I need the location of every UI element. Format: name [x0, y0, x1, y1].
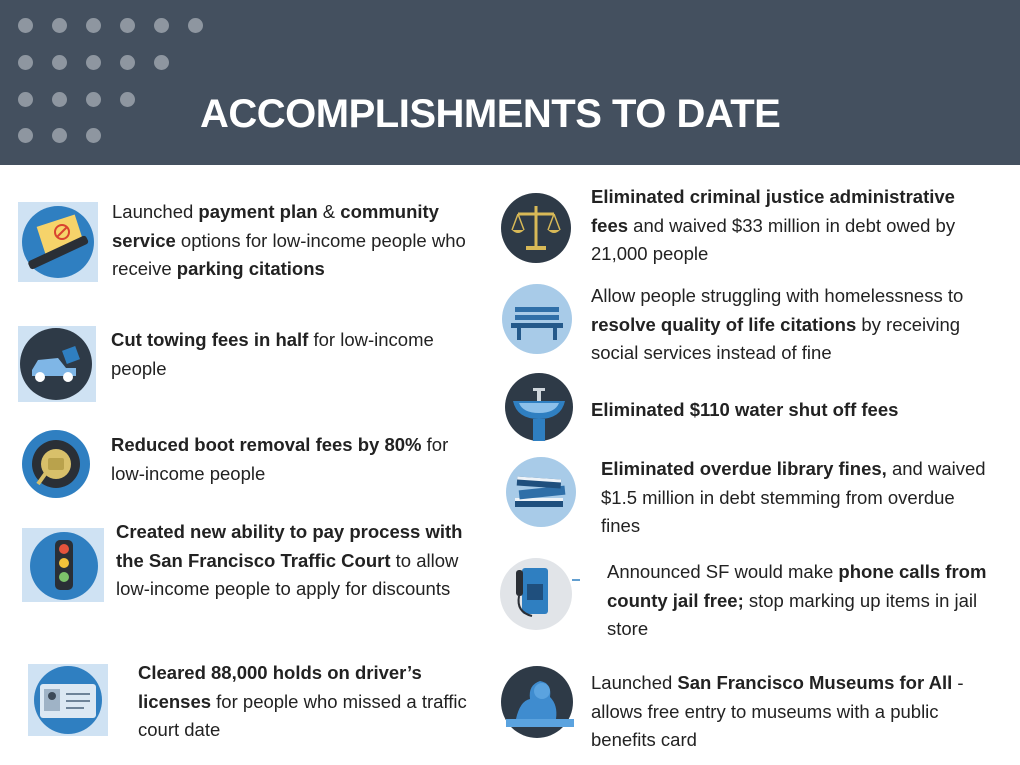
library-books-icon	[505, 456, 577, 528]
item-text	[112, 198, 477, 284]
item-text	[111, 431, 481, 488]
item-text	[591, 183, 996, 269]
pay-phone-icon	[496, 556, 580, 636]
text-part: to allow low-income people to apply for discounts	[116, 549, 459, 599]
text-part: Launched	[591, 672, 678, 693]
text-bold-part: resolve quality of life citations	[591, 313, 857, 335]
decorative-dot-grid	[0, 0, 220, 165]
text-bold-part: parking citations	[176, 258, 325, 279]
item-text	[591, 669, 1001, 755]
text-bold-part: Created new ability to pay process with the San Francisco Traffic Court	[116, 521, 463, 571]
text-bold-part: Eliminated $110 water shut off fees	[591, 399, 899, 420]
water-sink-icon	[503, 373, 575, 443]
wheel-boot-icon	[18, 428, 96, 498]
item-text	[138, 659, 468, 745]
museum-lion-statue-icon	[500, 665, 580, 741]
text-bold-part: San Francisco Museums for All	[677, 672, 953, 693]
text-bold-part: phone calls from county jail free;	[607, 561, 987, 611]
item-text	[116, 518, 486, 604]
text-part: stop marking up items in jail store	[607, 589, 978, 639]
item-text	[111, 326, 471, 383]
text-part: and waived $1.5 million in debt stemming from overdue fines	[601, 458, 986, 536]
item-text	[591, 282, 996, 368]
park-bench-icon	[501, 283, 573, 355]
traffic-light-icon	[22, 528, 104, 602]
scales-of-justice-icon	[500, 192, 572, 264]
text-part: options for low-income people who receive	[112, 229, 466, 279]
item-text	[601, 455, 996, 541]
text-bold-part: Cut towing fees in half	[111, 329, 309, 350]
header-banner	[0, 0, 1020, 165]
parking-ticket-icon	[18, 202, 98, 282]
drivers-license-icon	[28, 664, 108, 736]
text-part: and waived $33 million in debt owed by 21,000 people	[591, 214, 956, 264]
text-part: &	[317, 201, 341, 222]
text-bold-part: Eliminated overdue library fines,	[601, 458, 887, 479]
tow-truck-icon	[18, 326, 96, 402]
page-title: ACCOMPLISHMENTS TO DATE	[200, 92, 781, 136]
text-part: Allow people struggling with homelessness to	[591, 285, 964, 306]
item-text	[607, 558, 987, 644]
item-text	[591, 396, 996, 425]
text-bold-part: payment plan	[198, 201, 318, 222]
text-bold-part: Cleared 88,000 holds on driver’s licenses	[138, 662, 422, 712]
text-part: for low-income people	[111, 329, 434, 379]
text-bold-part: community service	[112, 201, 439, 251]
text-part: by receiving social services instead of fine	[591, 313, 961, 363]
text-bold-part: Eliminated criminal justice administrative fees	[591, 186, 955, 236]
text-bold-part: Reduced boot removal fees by 80%	[111, 434, 422, 455]
text-part: for low-income people	[111, 434, 449, 484]
text-part: for people who missed a traffic court date	[138, 690, 467, 740]
text-part: - allows free entry to museums with a public benefits card	[591, 672, 964, 750]
text-part: Launched	[112, 201, 199, 222]
text-part: Announced SF would make	[607, 561, 839, 582]
